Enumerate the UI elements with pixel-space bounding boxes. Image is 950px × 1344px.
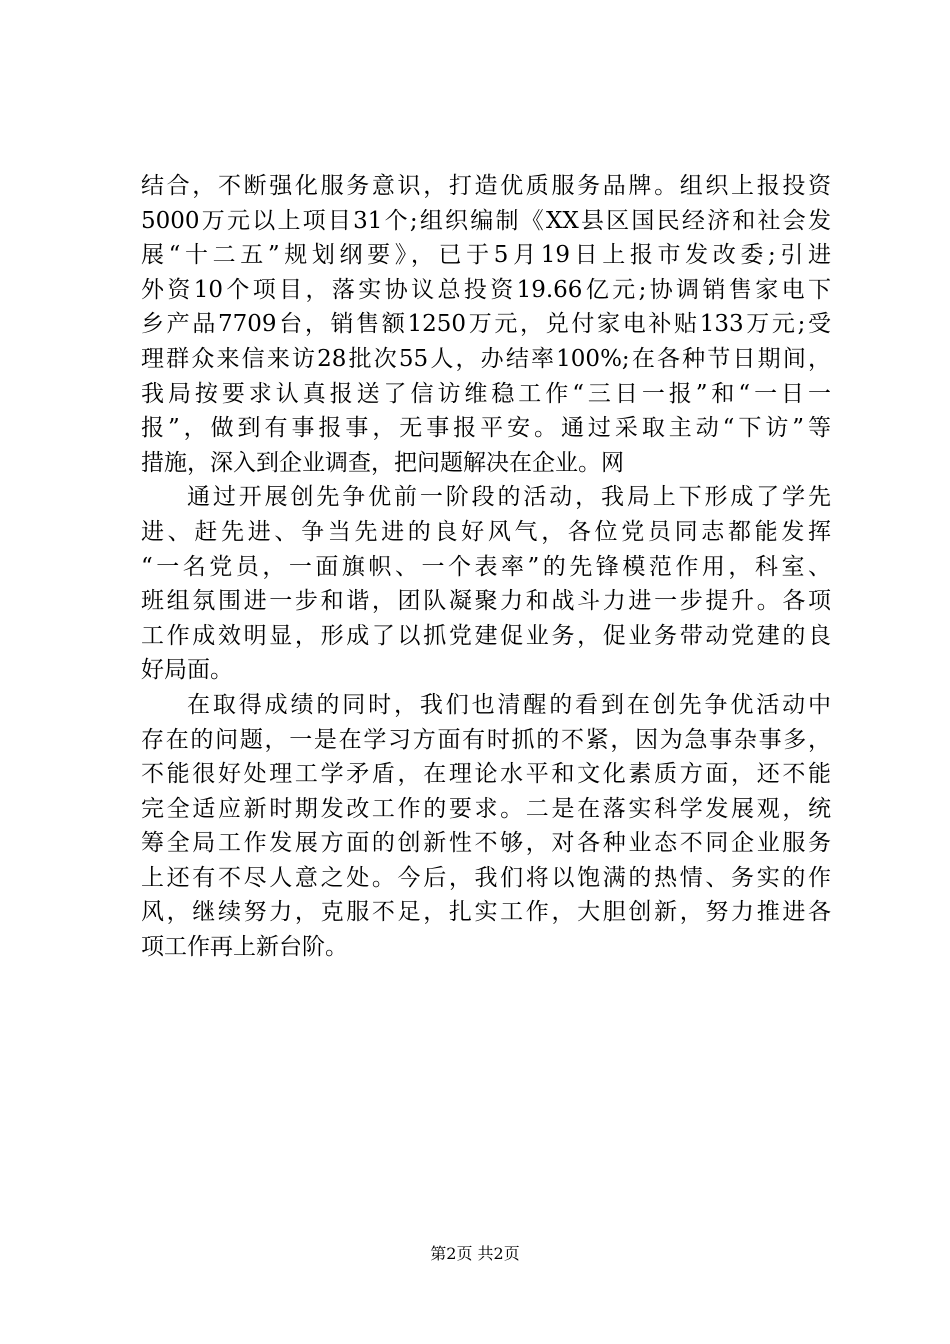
text-line: 不能很好处理工学矛盾，在理论水平和文化素质方面，还不能 [141,761,831,788]
text-line: 风，继续努力，克服不足，扎实工作，大胆创新，努力推进各 [141,899,831,926]
text-line: 结合，不断强化服务意识，打造优质服务品牌。组织上报投资 [141,173,831,199]
text-line: 班组氛围进一步和谐，团队凝聚力和战斗力进一步提升。各项 [141,588,831,615]
text-line: 完全适应新时期发改工作的要求。二是在落实科学发展观，统 [141,795,831,822]
paragraph [141,688,831,965]
text-line: 在取得成绩的同时，我们也清醒的看到在创先争优活动中 [187,691,831,718]
text-line: 报”，做到有事报事，无事报平安。通过采取主动“下访”等 [141,415,831,442]
text-line: 上还有不尽人意之处。今后，我们将以饱满的热情、务实的作 [141,864,831,891]
paragraph [141,480,831,688]
text-line: 展“十二五”规划纲要》，已于5月19日上报市发改委;引进 [141,242,831,269]
page-footer: 第2页 共2页 [430,1244,520,1263]
text-line: 通过开展创先争优前一阶段的活动，我局上下形成了学先 [187,484,831,511]
text-line: 乡产品7709台，销售额1250万元，兑付家电补贴133万元;受 [141,311,831,338]
text-line: 措施，深入到企业调查，把问题解决在企业。网 [141,449,624,476]
text-line: 工作成效明显，形成了以抓党建促业务，促业务带动党建的良 [141,622,831,649]
text-line: 理群众来信来访28批次55人，办结率100%;在各种节日期间， [141,345,831,372]
text-line: 项工作再上新台阶。 [141,934,348,961]
text-line: 存在的问题，一是在学习方面有时抓的不紧，因为急事杂事多， [141,726,831,753]
paragraph [141,169,831,480]
text-line: 筹全局工作发展方面的创新性不够，对各种业态不同企业服务 [141,830,831,857]
text-line: 5000万元以上项目31个;组织编制《XX县区国民经济和社会发 [141,207,831,234]
document-body [141,169,831,965]
text-line: 外资10个项目，落实协议总投资19.66亿元;协调销售家电下 [141,276,831,303]
text-line: 好局面。 [141,657,233,684]
text-line: 我局按要求认真报送了信访维稳工作“三日一报”和“一日一 [141,380,831,407]
text-line: 进、赶先进、争当先进的良好风气，各位党员同志都能发挥 [141,518,831,545]
text-line: “一名党员，一面旗帜、一个表率”的先锋模范作用，科室、 [141,553,831,580]
